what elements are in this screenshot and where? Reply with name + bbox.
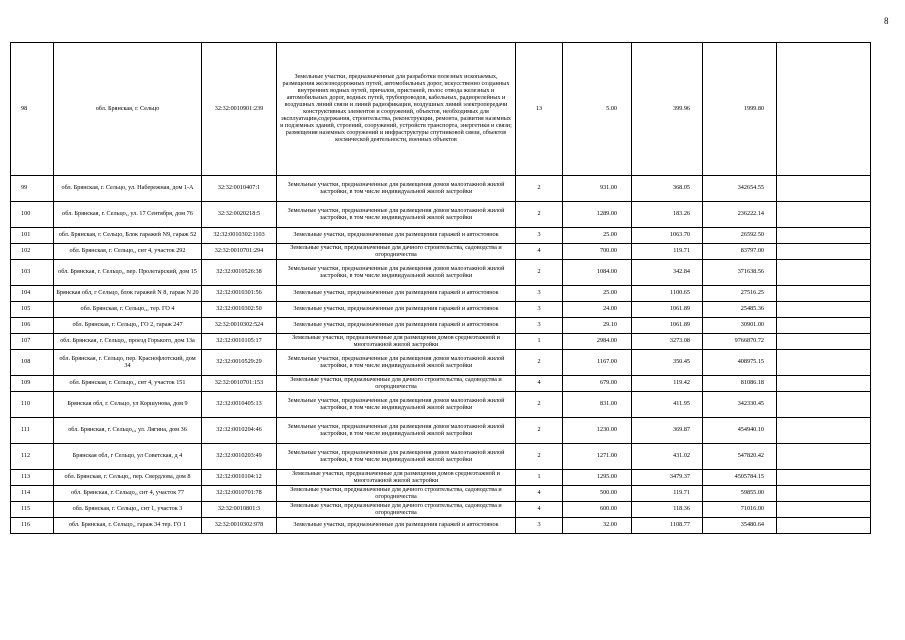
cadastral-value-cell: 30901.00	[703, 318, 777, 334]
row-number-cell: 98	[11, 43, 54, 176]
row-number-cell: 105	[11, 302, 54, 318]
address-cell: обл. Брянская, г. Сельцо,,, тер. ГО 4	[54, 302, 202, 318]
area-cell: 1295.00	[563, 470, 632, 486]
land-use-cell: Земельные участки, предназначенные для размещения домов малоэтажной жилой застройки, в том числе индивидуальной жилой застройки	[277, 350, 516, 376]
address-cell: обл. Брянская, г. Сельцо,, снт 4, участок 77	[54, 486, 202, 502]
table-row	[11, 43, 871, 176]
row-number-cell: 107	[11, 334, 54, 350]
cadastral-number-cell: 32:32:0010701:153	[202, 376, 277, 392]
address-cell: обл. Брянская, г. Сельцо,, снт 4, участок 292	[54, 244, 202, 260]
address-cell: обл. Брянская, г. Сельцо,, пер. Свердлова, дом 8	[54, 470, 202, 486]
cadastral-number-cell: 32:32:0010407:1	[202, 176, 277, 202]
cadastral-number-cell: 32:32:0010302:1103	[202, 228, 277, 244]
land-use-cell: Земельные участки, предназначенные для размещения домов малоэтажной жилой застройки, в том числе индивидуальной жилой застройки	[277, 418, 516, 444]
use-group-cell: 4	[516, 244, 563, 260]
table-row	[11, 318, 871, 334]
land-use-cell: Земельные участки, предназначенные для разработки полезных ископаемых, размещения железнодорожных путей, автомобильных дорог, искусственно созданных внутренних водных путей, причалов, пристаней, полос отвода железных и автомобильных дорог, водных путей, трубопроводов, кабельных, радиорелейных и воздушных линий связи и линий радиофикации, воздушных линий электропередачи конструктивных элементов и сооружений, объектов, необходимых для эксплуатации,содержания, строительства, реконструкции, ремонта, развития наземных и подземных зданий, строений, сооружений, устройств транспорта, энергетики и связи; размещения наземных сооружений и инфраструктуры спутниковой связи, объектов космической деятельности, военных объектов	[277, 43, 516, 176]
use-group-cell: 2	[516, 444, 563, 470]
land-use-cell: Земельные участки, предназначенные для размещения гаражей и автостоянок	[277, 518, 516, 534]
use-group-cell: 2	[516, 350, 563, 376]
address-cell: обл. Брянская, г. Сельцо,, ГО 2, гараж 247	[54, 318, 202, 334]
table-row	[11, 486, 871, 502]
use-group-cell: 1	[516, 470, 563, 486]
table-row	[11, 418, 871, 444]
area-cell: 679.00	[563, 376, 632, 392]
row-number-cell: 116	[11, 518, 54, 534]
land-use-cell: Земельные участки, предназначенные для дачного строительства, садоводства и огородничества	[277, 502, 516, 518]
cadastral-value-cell: 371638.56	[703, 260, 777, 286]
cadastral-value-cell: 27516.25	[703, 286, 777, 302]
table-row	[11, 260, 871, 286]
land-use-cell: Земельные участки, предназначенные для размещения домов малоэтажной жилой застройки, в том числе индивидуальной жилой застройки	[277, 176, 516, 202]
land-use-cell: Земельные участки, предназначенные для размещения домов малоэтажной жилой застройки, в том числе индивидуальной жилой застройки	[277, 392, 516, 418]
row-number-cell: 110	[11, 392, 54, 418]
land-use-cell: Земельные участки, предназначенные для размещения домов среднеэтажной и многоэтажной жилой застройки	[277, 334, 516, 350]
row-number-cell: 103	[11, 260, 54, 286]
address-cell: обл. Брянская, г. Сельцо,, гараж 34 тер. ГО 1	[54, 518, 202, 534]
land-use-cell: Земельные участки, предназначенные для размещения домов малоэтажной жилой застройки, в том числе индивидуальной жилой застройки	[277, 260, 516, 286]
empty-cell	[777, 392, 871, 418]
row-number-cell: 113	[11, 470, 54, 486]
area-cell: 500.00	[563, 486, 632, 502]
use-group-cell: 13	[516, 43, 563, 176]
address-cell: обл. Брянская, г. Сельцо, ул. Набережная, дом 1-А	[54, 176, 202, 202]
empty-cell	[777, 444, 871, 470]
table-row	[11, 392, 871, 418]
address-cell: обл. Брянская, г. Сельцо,, проезд Горького, дом 13а	[54, 334, 202, 350]
area-cell: 2984.00	[563, 334, 632, 350]
use-group-cell: 3	[516, 302, 563, 318]
land-use-cell: Земельные участки, предназначенные для дачного строительства, садоводства и огородничества	[277, 376, 516, 392]
cadastral-number-cell: 32:32:0010526:38	[202, 260, 277, 286]
address-cell: обл. Брянская, г. Сельцо,, снт 1, участок 3	[54, 502, 202, 518]
specific-value-cell: 3479.37	[632, 470, 703, 486]
land-use-cell: Земельные участки, предназначенные для размещения гаражей и автостоянок	[277, 286, 516, 302]
table-row	[11, 518, 871, 534]
specific-value-cell: 369.87	[632, 418, 703, 444]
cadastral-number-cell: 32:32:0010204:46	[202, 418, 277, 444]
empty-cell	[777, 486, 871, 502]
area-cell: 831.00	[563, 392, 632, 418]
row-number-cell: 102	[11, 244, 54, 260]
cadastral-value-cell: 9766870.72	[703, 334, 777, 350]
use-group-cell: 4	[516, 486, 563, 502]
empty-cell	[777, 334, 871, 350]
empty-cell	[777, 418, 871, 444]
use-group-cell: 1	[516, 334, 563, 350]
use-group-cell: 2	[516, 392, 563, 418]
cadastral-number-cell: 32:32:0010701:78	[202, 486, 277, 502]
empty-cell	[777, 318, 871, 334]
empty-cell	[777, 228, 871, 244]
use-group-cell: 2	[516, 260, 563, 286]
area-cell: 25.00	[563, 286, 632, 302]
empty-cell	[777, 518, 871, 534]
land-use-cell: Земельные участки, предназначенные для размещения домов малоэтажной жилой застройки, в том числе индивидуальной жилой застройки	[277, 444, 516, 470]
address-cell: обл. Брянская, г. Сельцо, пер. Краснофлотский, дом 34	[54, 350, 202, 376]
table-row	[11, 302, 871, 318]
cadastral-number-cell: 32:32:0010302:50	[202, 302, 277, 318]
cadastral-value-cell: 454940.10	[703, 418, 777, 444]
page-number: 8	[884, 16, 889, 26]
land-use-cell: Земельные участки, предназначенные для размещения гаражей и автостоянок	[277, 318, 516, 334]
cadastral-valuation-table	[10, 42, 871, 534]
empty-cell	[777, 260, 871, 286]
row-number-cell: 112	[11, 444, 54, 470]
area-cell: 29.10	[563, 318, 632, 334]
cadastral-number-cell: 32:32:0010302:524	[202, 318, 277, 334]
area-cell: 1289.00	[563, 202, 632, 228]
cadastral-number-cell: 32:32:0010104:12	[202, 470, 277, 486]
cadastral-number-cell: 32:32:0010203:49	[202, 444, 277, 470]
land-use-cell: Земельные участки, предназначенные для размещения гаражей и автостоянок	[277, 228, 516, 244]
area-cell: 931.00	[563, 176, 632, 202]
cadastral-value-cell: 342330.45	[703, 392, 777, 418]
specific-value-cell: 1061.89	[632, 302, 703, 318]
cadastral-number-cell: 32:32:0010701:294	[202, 244, 277, 260]
address-cell: обл. Брянская, г. Сельцо, Блок гаражей N9, гараж 52	[54, 228, 202, 244]
cadastral-number-cell: 32:32:0010901:239	[202, 43, 277, 176]
table-row	[11, 244, 871, 260]
specific-value-cell: 1063.70	[632, 228, 703, 244]
use-group-cell: 3	[516, 318, 563, 334]
row-number-cell: 100	[11, 202, 54, 228]
empty-cell	[777, 43, 871, 176]
table-row	[11, 502, 871, 518]
land-use-cell: Земельные участки, предназначенные для размещения домов среднеэтажной и многоэтажной жилой застройки	[277, 470, 516, 486]
table-row	[11, 176, 871, 202]
area-cell: 1167.00	[563, 350, 632, 376]
area-cell: 1084.00	[563, 260, 632, 286]
use-group-cell: 2	[516, 202, 563, 228]
specific-value-cell: 1100.65	[632, 286, 703, 302]
address-cell: Брянская обл, г Сельцо, ул Советская, д 4	[54, 444, 202, 470]
specific-value-cell: 119.71	[632, 244, 703, 260]
empty-cell	[777, 286, 871, 302]
address-cell: обл. Брянская, г. Сельцо,,, ул. Лягина, дом 36	[54, 418, 202, 444]
empty-cell	[777, 302, 871, 318]
specific-value-cell: 368.05	[632, 176, 703, 202]
use-group-cell: 4	[516, 376, 563, 392]
cadastral-value-cell: 1999.80	[703, 43, 777, 176]
row-number-cell: 109	[11, 376, 54, 392]
specific-value-cell: 3273.08	[632, 334, 703, 350]
table-row	[11, 202, 871, 228]
address-cell: Брянская обл, г Сельцо, блок гаражей N 8, гараж N 20	[54, 286, 202, 302]
row-number-cell: 104	[11, 286, 54, 302]
empty-cell	[777, 176, 871, 202]
area-cell: 1230.00	[563, 418, 632, 444]
land-use-cell: Земельные участки, предназначенные для размещения домов малоэтажной жилой застройки, в том числе индивидуальной жилой застройки	[277, 202, 516, 228]
address-cell: обл. Брянская, г. Сельцо	[54, 43, 202, 176]
land-use-cell: Земельные участки, предназначенные для дачного строительства, садоводства и огородничества	[277, 486, 516, 502]
row-number-cell: 108	[11, 350, 54, 376]
cadastral-number-cell: 32:32:0010302:978	[202, 518, 277, 534]
table-row	[11, 228, 871, 244]
table-body	[11, 43, 871, 534]
empty-cell	[777, 202, 871, 228]
specific-value-cell: 431.02	[632, 444, 703, 470]
use-group-cell: 2	[516, 176, 563, 202]
address-cell: обл. Брянская, г. Сельцо,, ул. 17 Сентября, дом 76	[54, 202, 202, 228]
specific-value-cell: 1108.77	[632, 518, 703, 534]
row-number-cell: 106	[11, 318, 54, 334]
cadastral-value-cell: 26592.50	[703, 228, 777, 244]
specific-value-cell: 118.36	[632, 502, 703, 518]
specific-value-cell: 183.26	[632, 202, 703, 228]
cadastral-number-cell: 32:32:0010801:3	[202, 502, 277, 518]
specific-value-cell: 119.42	[632, 376, 703, 392]
cadastral-number-cell: 32:32:0010529:29	[202, 350, 277, 376]
cadastral-value-cell: 236222.14	[703, 202, 777, 228]
land-use-cell: Земельные участки, предназначенные для дачного строительства, садоводства и огородничества	[277, 244, 516, 260]
cadastral-value-cell: 547820.42	[703, 444, 777, 470]
empty-cell	[777, 502, 871, 518]
cadastral-value-cell: 83797.00	[703, 244, 777, 260]
specific-value-cell: 399.96	[632, 43, 703, 176]
specific-value-cell: 1061.89	[632, 318, 703, 334]
cadastral-number-cell: 32:32:0010405:13	[202, 392, 277, 418]
address-cell: обл. Брянская, г. Сельцо,, снт 4, участок 151	[54, 376, 202, 392]
area-cell: 1271.00	[563, 444, 632, 470]
cadastral-value-cell: 81086.18	[703, 376, 777, 392]
area-cell: 600.00	[563, 502, 632, 518]
empty-cell	[777, 376, 871, 392]
table-row	[11, 350, 871, 376]
cadastral-value-cell: 71016.00	[703, 502, 777, 518]
cadastral-number-cell: 32:32:0010301:56	[202, 286, 277, 302]
area-cell: 700.00	[563, 244, 632, 260]
cadastral-value-cell: 408975.15	[703, 350, 777, 376]
use-group-cell: 3	[516, 518, 563, 534]
area-cell: 32.00	[563, 518, 632, 534]
area-cell: 5.00	[563, 43, 632, 176]
use-group-cell: 3	[516, 286, 563, 302]
table-row	[11, 444, 871, 470]
specific-value-cell: 350.45	[632, 350, 703, 376]
empty-cell	[777, 470, 871, 486]
row-number-cell: 115	[11, 502, 54, 518]
table-row	[11, 470, 871, 486]
specific-value-cell: 342.84	[632, 260, 703, 286]
row-number-cell: 114	[11, 486, 54, 502]
specific-value-cell: 411.95	[632, 392, 703, 418]
area-cell: 24.00	[563, 302, 632, 318]
use-group-cell: 4	[516, 502, 563, 518]
row-number-cell: 111	[11, 418, 54, 444]
use-group-cell: 3	[516, 228, 563, 244]
empty-cell	[777, 244, 871, 260]
cadastral-value-cell: 342654.55	[703, 176, 777, 202]
cadastral-value-cell: 25485.36	[703, 302, 777, 318]
cadastral-number-cell: 32:32:0020218:5	[202, 202, 277, 228]
specific-value-cell: 119.71	[632, 486, 703, 502]
cadastral-value-cell: 59855.00	[703, 486, 777, 502]
area-cell: 25.00	[563, 228, 632, 244]
table-row	[11, 286, 871, 302]
row-number-cell: 101	[11, 228, 54, 244]
cadastral-value-cell: 4505784.15	[703, 470, 777, 486]
table-row	[11, 376, 871, 392]
table-row	[11, 334, 871, 350]
use-group-cell: 2	[516, 418, 563, 444]
cadastral-value-cell: 35480.64	[703, 518, 777, 534]
row-number-cell: 99	[11, 176, 54, 202]
address-cell: обл. Брянская, г. Сельцо,, пер. Пролетарский, дом 15	[54, 260, 202, 286]
land-use-cell: Земельные участки, предназначенные для размещения гаражей и автостоянок	[277, 302, 516, 318]
cadastral-number-cell: 32:32:0010105:17	[202, 334, 277, 350]
empty-cell	[777, 350, 871, 376]
address-cell: Брянская обл, г. Сельцо, ул Коршунова, дом 9	[54, 392, 202, 418]
